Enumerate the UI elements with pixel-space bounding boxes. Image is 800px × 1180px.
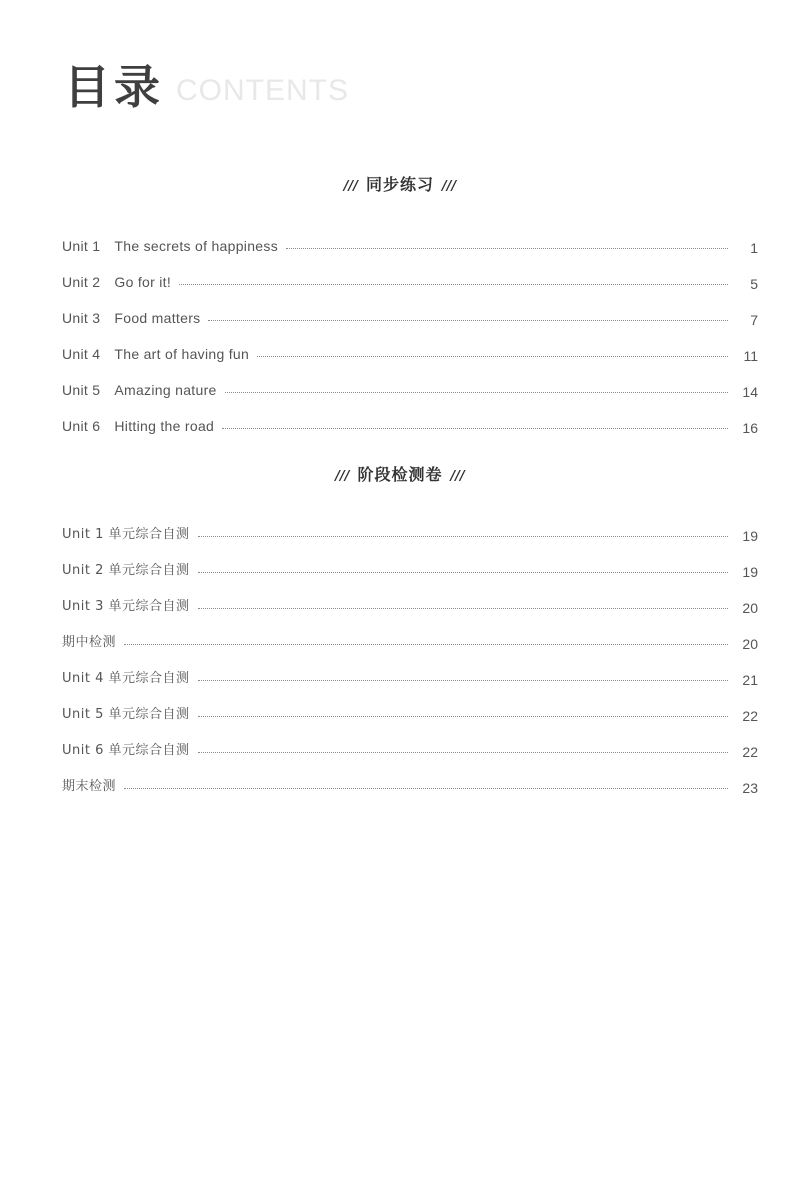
section-heading-label: 同步练习 [365, 175, 434, 194]
toc-entry-title: Unit 1 单元综合自测 [62, 527, 190, 542]
toc-entry-unit: Unit 3 [62, 310, 101, 326]
section-heading-label: 阶段检测卷 [357, 465, 443, 484]
heading-decoration-left: /// [343, 179, 358, 194]
dot-leader [225, 391, 728, 393]
toc-entry[interactable] [62, 506, 758, 542]
toc-entry-title: Unit 5 单元综合自测 [62, 707, 190, 722]
toc-entry-title: 期末检测 [62, 779, 117, 794]
heading-decoration-right: /// [442, 179, 457, 194]
toc-entry[interactable] [62, 686, 758, 722]
dot-leader [124, 643, 728, 645]
dot-leader [222, 427, 728, 429]
section-heading-sync-practice [0, 172, 800, 195]
toc-entry-title: Unit 4 单元综合自测 [62, 671, 190, 686]
dot-leader [257, 355, 728, 357]
toc-entry-title: Go for it! [114, 274, 172, 290]
toc-entry-page: 20 [742, 636, 758, 652]
toc-entry-title: 期中检测 [62, 635, 117, 650]
toc-entry-page: 5 [750, 276, 758, 292]
dot-leader [198, 751, 729, 753]
toc-entry-page: 20 [742, 600, 758, 616]
toc-entry-page: 19 [742, 564, 758, 580]
toc-entry-title: Unit 6 单元综合自测 [62, 743, 190, 758]
dot-leader [198, 535, 729, 537]
toc-entry[interactable] [62, 398, 758, 434]
heading-decoration-left: /// [335, 469, 350, 484]
dot-leader [179, 283, 728, 285]
toc-entry[interactable] [62, 650, 758, 686]
toc-entry-title: Unit 3 单元综合自测 [62, 599, 190, 614]
toc-entry-title: Food matters [114, 310, 201, 326]
toc-entry-unit: Unit 2 [62, 274, 101, 290]
dot-leader [124, 787, 728, 789]
toc-entry-unit: Unit 4 [62, 346, 101, 362]
toc-entry[interactable] [62, 758, 758, 794]
toc-entry-page: 23 [742, 780, 758, 796]
toc-entry-title: Unit 2 单元综合自测 [62, 563, 190, 578]
toc-entry[interactable] [62, 722, 758, 758]
dot-leader [208, 319, 728, 321]
toc-list-stage-tests [62, 506, 758, 794]
toc-entry-title: Amazing nature [114, 382, 217, 398]
toc-entry-title: Hitting the road [114, 418, 215, 434]
dot-leader [198, 715, 729, 717]
heading-decoration-right: /// [450, 469, 465, 484]
toc-entry-page: 11 [743, 348, 758, 364]
dot-leader [198, 679, 729, 681]
dot-leader [198, 571, 729, 573]
toc-entry-page: 22 [742, 708, 758, 724]
toc-entry[interactable] [62, 254, 758, 290]
toc-entry-unit: Unit 1 [62, 238, 101, 254]
toc-entry-page: 16 [742, 420, 758, 436]
toc-entry[interactable] [62, 578, 758, 614]
toc-entry-title: The art of having fun [114, 346, 250, 362]
page-title-cn: 目录 [64, 60, 164, 114]
dot-leader [198, 607, 729, 609]
section-heading-stage-tests [0, 462, 800, 485]
toc-entry-page: 19 [742, 528, 758, 544]
toc-entry[interactable] [62, 290, 758, 326]
toc-entry[interactable] [62, 218, 758, 254]
toc-entry-page: 7 [750, 312, 758, 328]
toc-entry[interactable] [62, 326, 758, 362]
toc-entry[interactable] [62, 542, 758, 578]
toc-entry-page: 22 [742, 744, 758, 760]
page-title [64, 60, 349, 114]
toc-entry-page: 1 [750, 240, 758, 256]
page-title-en: CONTENTS [176, 74, 349, 107]
toc-entry-unit: Unit 6 [62, 418, 101, 434]
toc-list-sync-practice [62, 218, 758, 434]
toc-entry-title: The secrets of happiness [114, 238, 278, 254]
toc-entry-page: 21 [742, 672, 758, 688]
toc-entry[interactable] [62, 614, 758, 650]
toc-entry-unit: Unit 5 [62, 382, 101, 398]
toc-entry[interactable] [62, 362, 758, 398]
dot-leader [286, 247, 728, 249]
toc-entry-page: 14 [742, 384, 758, 400]
